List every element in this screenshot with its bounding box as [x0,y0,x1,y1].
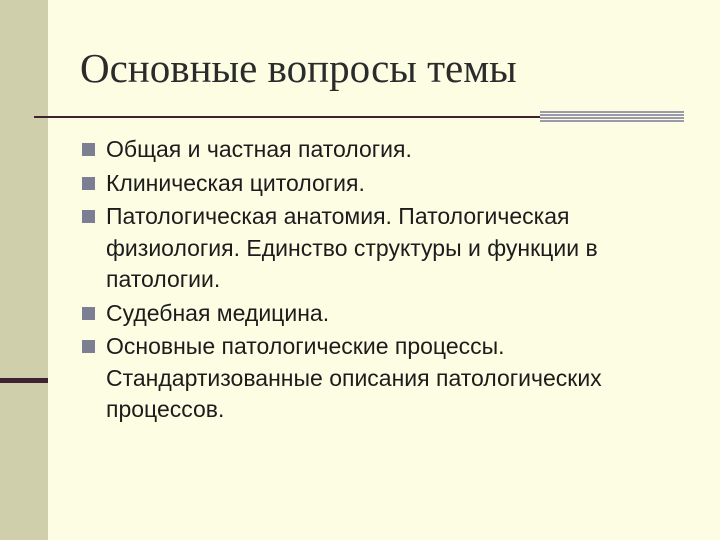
bullet-text: Основные патологические процессы. Стандартизованные описания патологических процессов. [106,333,602,422]
slide-title: Основные вопросы темы [80,45,517,91]
left-decor-band [0,0,48,540]
bullet-item [82,168,702,200]
title-divider-block [540,111,684,123]
bullet-item [82,134,702,166]
bullet-list [82,134,702,428]
bullet-text: Клиническая цитология. [106,169,365,196]
left-accent-bar [0,378,48,383]
bullet-text: Судебная медицина. [106,299,330,326]
square-bullet-icon [82,307,95,320]
bullet-item [82,201,702,296]
bullet-text: Патологическая анатомия. Патологическая физиология. Единство структуры и функции в патологии. [106,203,598,292]
square-bullet-icon [82,210,95,223]
square-bullet-icon [82,340,95,353]
square-bullet-icon [82,143,95,156]
bullet-item [82,298,702,330]
bullet-text: Общая и частная патология. [106,136,412,162]
square-bullet-icon [82,177,95,190]
bullet-item [82,331,702,426]
